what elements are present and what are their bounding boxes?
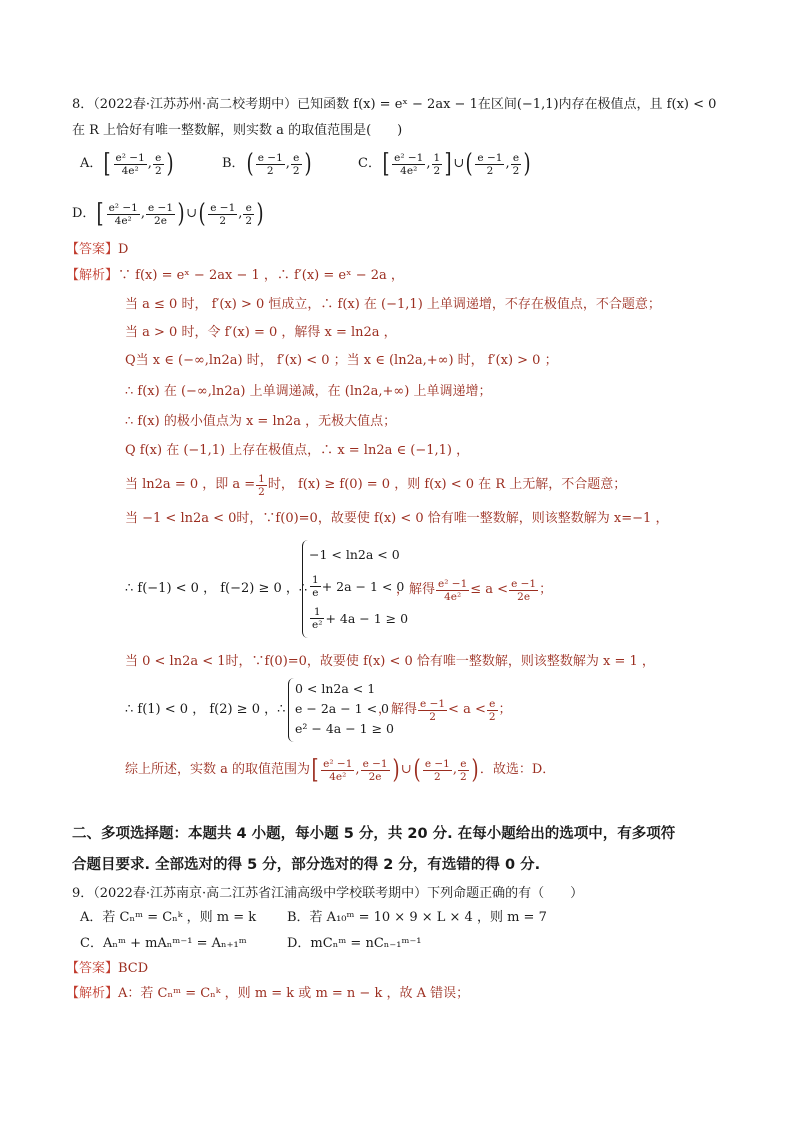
- comma: ,: [355, 762, 360, 777]
- numerator: 1: [310, 606, 324, 619]
- analysis-text: ，解得: [378, 702, 418, 717]
- comma: ,: [452, 762, 457, 777]
- q8-analysis-line10: 当 0 < ln2a < 1时，∵f(0)=0，故要使 f(x) < 0 恰有唯一整数解，则该整数解为 x = 1 ，: [125, 654, 655, 669]
- bracket: [: [382, 149, 390, 179]
- numerator: e −1: [210, 201, 236, 214]
- q8-analysis-line4: Q当 x ∈ (−∞,ln2a) 时， f′(x) < 0 ；当 x ∈ (ln2a,+∞) 时， f′(x) > 0 ；: [125, 353, 558, 368]
- numerator: e: [291, 152, 302, 165]
- system-text: + 4a − 1 ≥ 0: [325, 611, 409, 626]
- denominator: 2e: [154, 214, 167, 227]
- bracket: ): [523, 149, 531, 179]
- numerator: e: [243, 202, 254, 215]
- fraction: [361, 758, 390, 783]
- numerator: e: [511, 152, 522, 165]
- system2-solution: [378, 694, 512, 726]
- denominator: e: [312, 587, 319, 599]
- q8-conclusion: [125, 752, 555, 788]
- fraction: [509, 578, 538, 603]
- denominator: 2: [245, 214, 253, 227]
- q8-stem-line2: 在 R 上恰好有唯一整数解，则实数 a 的取值范围是( ): [72, 123, 403, 138]
- bracket: ): [471, 755, 479, 785]
- analysis-text: 时， f(x) ≥ f(0) = 0 ，则 f(x) < 0 在 R 上无解，不合题意；: [267, 477, 627, 492]
- bracket: (: [246, 149, 254, 179]
- analysis-text: ．故选：D．: [479, 762, 556, 777]
- numerator: e² −1: [394, 151, 424, 164]
- numerator: e −1: [362, 757, 388, 770]
- denominator: 2: [429, 710, 436, 723]
- fraction: [423, 758, 452, 783]
- bracket: ): [177, 199, 185, 229]
- q9-stem: 9．（2022春·江苏南京·高二江苏省江浦高级中学校联考期中）下列命题正确的有（ ）: [72, 886, 584, 901]
- comma: ,: [505, 156, 510, 171]
- analysis-text: ，解得: [396, 582, 436, 597]
- q8-option-c: [358, 147, 532, 181]
- system2-row2: e − 2a − 1 < 0: [295, 701, 389, 716]
- denominator: 2: [512, 164, 520, 177]
- bracket: [: [311, 755, 319, 785]
- comma: ,: [285, 156, 290, 171]
- q8-stem-line1: 8．（2022春·江苏苏州·高二校考期中）已知函数 f(x) = eˣ − 2ax − 1在区间(−1,1)内存在极值点，且 f(x) < 0: [72, 97, 717, 112]
- q9-option-b: B．若 A₁₀ᵐ = 10 × 9 × L × 4 ，则 m = 7: [287, 910, 547, 925]
- system2-row1: 0 < ln2a < 1: [295, 681, 376, 696]
- analysis-text: ∵ f(x) = eˣ − 2ax − 1 ，∴ f′(x) = eˣ − 2a ，: [118, 268, 404, 283]
- system1-row1: −1 < ln2a < 0: [309, 547, 400, 562]
- denominator: 4e²: [444, 590, 462, 603]
- denominator: 2: [258, 485, 265, 498]
- union-symbol: ∪: [186, 206, 198, 221]
- numerator: e² −1: [323, 757, 353, 770]
- union-symbol: ∪: [453, 156, 465, 171]
- fraction: [432, 152, 443, 177]
- denominator: 2: [459, 770, 467, 783]
- fraction: [208, 202, 237, 227]
- q8-analysis-line9: 当 −1 < ln2a < 0时，∵f(0)=0，故要使 f(x) < 0 恰有唯一整数解，则该整数解为 x=−1 ，: [125, 511, 669, 526]
- system1-lead: ∴ f(−1) < 0 ， f(−2) ≥ 0 ，∴: [125, 581, 308, 596]
- q8-analysis-line3: 当 a > 0 时，令 f′(x) = 0 ，解得 x = ln2a ，: [125, 325, 397, 340]
- answer-value: BCD: [118, 961, 149, 976]
- denominator: 2: [292, 164, 300, 177]
- analysis-text: ；: [498, 702, 512, 717]
- union-symbol: ∪: [400, 762, 412, 777]
- denominator: 2e: [517, 590, 531, 603]
- denominator: 2: [488, 710, 496, 723]
- numerator: e: [458, 758, 469, 771]
- numerator: 1: [312, 574, 319, 586]
- q9-answer: [66, 961, 148, 977]
- q9-option-d: D．mCₙᵐ = nCₙ₋₁ᵐ⁻¹: [287, 936, 422, 951]
- q8-analysis-line2: 当 a ≤ 0 时， f′(x) > 0 恒成立，∴ f(x) 在 (−1,1) 上单调递增，不存在极值点，不合题意；: [125, 297, 661, 312]
- numerator: e −1: [420, 697, 446, 710]
- answer-value: D: [118, 242, 129, 257]
- q8-analysis-line8: [125, 470, 626, 500]
- analysis-text: ；: [539, 582, 553, 597]
- bracket: ): [256, 199, 264, 229]
- bracket: [: [103, 149, 112, 179]
- system1-brace: [302, 540, 411, 638]
- fraction: [436, 578, 469, 603]
- section2-heading-line1: 二、多项选择题：本题共 4 小题，每小题 5 分，共 20 分. 在每小题给出的选项中，有多项符: [72, 826, 676, 842]
- option-label: A．: [80, 156, 103, 171]
- bracket: [: [96, 199, 105, 229]
- system2-row3: e² − 4a − 1 ≥ 0: [295, 721, 394, 736]
- numerator: e −1: [477, 151, 503, 164]
- fraction: [310, 574, 321, 599]
- denominator: 4e²: [114, 214, 132, 227]
- q8-option-d: [72, 196, 265, 232]
- fraction: [321, 758, 354, 783]
- numerator: e −1: [147, 201, 174, 214]
- comma: ,: [147, 156, 152, 171]
- numerator: e −1: [424, 757, 450, 770]
- system-text: + 2a − 1 < 0: [321, 579, 405, 594]
- denominator: 2: [219, 214, 227, 227]
- option-label: D．: [72, 206, 96, 221]
- q8-answer: [66, 242, 128, 258]
- q8-option-b: [222, 147, 313, 181]
- q8-analysis-line1: [66, 268, 404, 284]
- section2-heading-line2: 合题目要求. 全部选对的得 5 分，部分选对的得 2 分，有选错的得 0 分.: [72, 857, 541, 873]
- bracket: ): [166, 149, 174, 179]
- denominator: 2: [266, 164, 274, 177]
- q9-analysis-line1: [66, 986, 469, 1002]
- fraction: [243, 202, 254, 227]
- system1-row3: [309, 606, 408, 631]
- fraction: [114, 152, 147, 177]
- q8-option-a: [80, 147, 175, 181]
- bracket: (: [465, 149, 473, 179]
- analysis-text: A：若 Cₙᵐ = Cₙᵏ ，则 m = k 或 m = n − k ，故 A 错误；: [118, 986, 470, 1001]
- q8-analysis-line7: Q f(x) 在 (−1,1) 上存在极值点，∴ x = ln2a ∈ (−1,1) ，: [125, 443, 470, 458]
- fraction: [153, 152, 164, 177]
- analysis-tag: 【解析】: [66, 986, 119, 1001]
- option-label: C．: [358, 156, 381, 171]
- denominator: 4e²: [400, 164, 418, 177]
- system1-row2: [309, 574, 404, 599]
- q9-option-c: C．Aₙᵐ + mAₙᵐ⁻¹ = Aₙ₊₁ᵐ: [80, 936, 247, 951]
- analysis-text: 综上所述，实数 a 的取值范围为: [125, 762, 311, 777]
- numerator: e: [487, 698, 498, 711]
- fraction: [310, 606, 324, 631]
- fraction: [107, 202, 140, 227]
- denominator: 4e²: [121, 164, 139, 177]
- bracket: (: [413, 755, 421, 785]
- analysis-tag: 【解析】: [66, 268, 119, 283]
- q8-analysis-line6: ∴ f(x) 的极小值点为 x = ln2a ，无极大值点；: [125, 414, 397, 429]
- analysis-text: ≤ a <: [470, 582, 509, 597]
- numerator: e −1: [511, 577, 537, 590]
- fraction: [511, 152, 522, 177]
- comma: ,: [238, 206, 243, 221]
- numerator: 1: [258, 472, 265, 485]
- system1-solution: [396, 574, 552, 606]
- denominator: e²: [312, 619, 323, 631]
- numerator: e² −1: [438, 577, 468, 590]
- numerator: e: [153, 152, 164, 165]
- fraction: [291, 152, 302, 177]
- answer-tag: 【答案】: [66, 961, 119, 976]
- fraction: [256, 473, 267, 498]
- fraction: [146, 202, 175, 227]
- numerator: e −1: [257, 151, 283, 164]
- numerator: e² −1: [108, 201, 138, 214]
- denominator: 2: [433, 770, 441, 783]
- fraction: [475, 152, 504, 177]
- option-label: B．: [222, 156, 245, 171]
- numerator: 1: [433, 151, 441, 164]
- bracket: ]: [444, 149, 452, 179]
- comma: ,: [426, 156, 431, 171]
- denominator: 2: [433, 164, 441, 177]
- denominator: 2e: [368, 770, 382, 783]
- q8-analysis-line5: ∴ f(x) 在 (−∞,ln2a) 上单调递减，在 (ln2a,+∞) 上单调递增；: [125, 384, 492, 399]
- analysis-text: 当 ln2a = 0 ，即 a =: [125, 477, 256, 492]
- bracket: ): [392, 755, 400, 785]
- bracket: (: [198, 199, 206, 229]
- q9-option-a: A．若 Cₙᵐ = Cₙᵏ ，则 m = k: [80, 910, 257, 925]
- fraction: [418, 698, 447, 723]
- fraction: [487, 698, 498, 723]
- denominator: 2: [154, 164, 162, 177]
- bracket: ): [304, 149, 312, 179]
- numerator: e² −1: [115, 151, 145, 164]
- answer-tag: 【答案】: [66, 242, 119, 257]
- fraction: [392, 152, 425, 177]
- fraction: [256, 152, 285, 177]
- comma: ,: [140, 206, 145, 221]
- denominator: 2: [486, 164, 494, 177]
- analysis-text: < a <: [448, 702, 486, 717]
- fraction: [458, 758, 469, 783]
- system2-lead: ∴ f(1) < 0 ， f(2) ≥ 0 ，∴: [125, 702, 286, 717]
- denominator: 4e²: [329, 770, 347, 783]
